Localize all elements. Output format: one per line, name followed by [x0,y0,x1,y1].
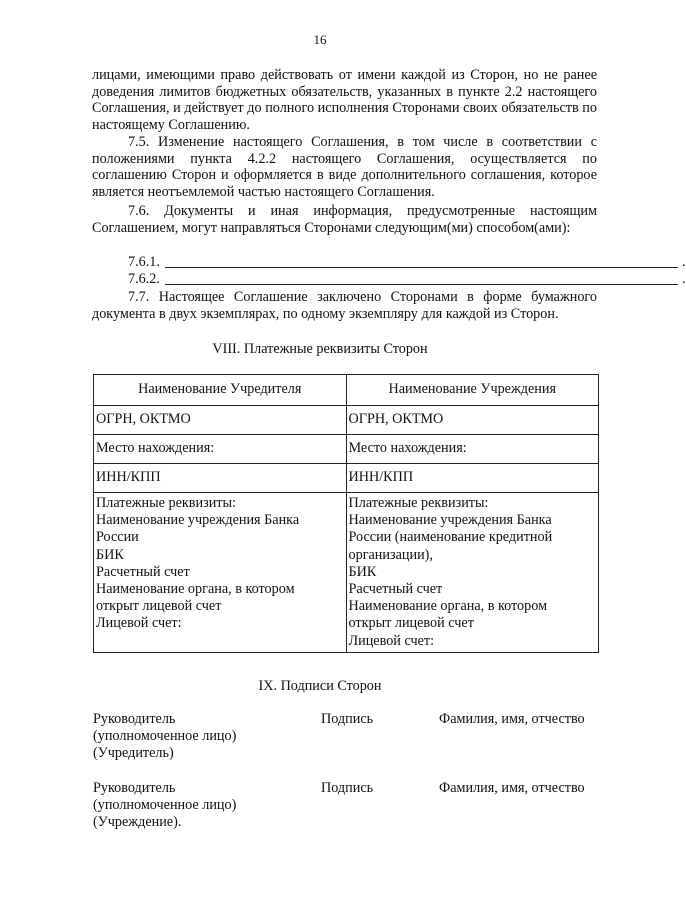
full-name-label: Фамилия, имя, отчество [439,711,585,727]
line-end-dot: . [682,254,686,270]
details-line: Платежные реквизиты: [348,495,489,511]
details-line: открыт лицевой счет [96,598,222,615]
paragraph-7-7: 7.7. Настоящее Соглашение заключено Сторонами в форме бумажного документа в двух экземплярах, по одному экземпляру для каждой из Сторон. [92,289,597,322]
page-number: 16 [313,32,327,47]
table-row [94,464,599,493]
signatory-description [93,780,313,831]
details-line: Наименование учреждения Банка [96,512,300,529]
blank-line [165,284,678,285]
signature-label: Подпись [321,780,374,796]
signature-block-founder [93,711,603,763]
signatory-line: (Учреждение). [93,814,182,830]
item-label-7-6-1: 7.6.1. [128,254,160,270]
item-label-7-6-2: 7.6.2. [128,271,160,287]
founder-details-cell [94,493,347,653]
table-row [94,435,599,464]
institution-place-cell: Место нахождения: [346,435,599,464]
details-line: БИК [96,546,124,563]
institution-name-cell: Наименование Учреждения [346,375,599,406]
details-line: России [96,529,139,546]
details-line: Расчетный счет [348,581,443,598]
blank-line [165,267,678,268]
paragraph-7-5: 7.5. Изменение настоящего Соглашения, в том числе в соответствии с положениями пункта 4.2.2 настоящего Соглашения, осуществляется по соглашению Сторон и оформляется в виде дополнительного соглашения, которое является неотъемлемой частью настоящего Соглашения. [92,134,597,200]
details-line: Лицевой счет: [348,632,435,649]
paragraph-7-6: 7.6. Документы и иная информация, предусмотренные настоящим Соглашением, могут направляться Сторонами следующим(ми) способом(ами): [92,203,597,236]
institution-inn-cell: ИНН/КПП [346,464,599,493]
details-line: России (наименование кредитной [348,529,553,546]
table-row [94,375,599,406]
signatory-line: (Учредитель) [93,745,174,761]
payment-details-table [93,374,599,653]
table-row [94,406,599,435]
details-line: открыт лицевой счет [348,615,474,632]
founder-inn-cell: ИНН/КПП [94,464,347,493]
details-line: Наименование органа, в котором [96,581,295,598]
founder-name-cell: Наименование Учредителя [94,375,347,406]
details-line: Лицевой счет: [96,615,182,632]
signatory-line: Руководитель [93,780,176,796]
details-line: Платежные реквизиты: [96,495,236,511]
paragraph-continuation: лицами, имеющими право действовать от имени каждой из Сторон, но не ранее доведения лимитов бюджетных обязательств, указанных в пункте 2.2 настоящего Соглашения, и действует до полного исполнения Сторонами своих обязательств по настоящему Соглашению. [92,67,597,133]
details-line: Расчетный счет [96,563,190,580]
institution-details-cell [346,493,599,653]
table-row [94,493,599,653]
line-end-dot: . [682,271,686,287]
founder-place-cell: Место нахождения: [94,435,347,464]
signatory-description [93,711,313,762]
details-line: БИК [348,563,377,580]
section-9-title: IX. Подписи Сторон [258,678,382,694]
full-name-label: Фамилия, имя, отчество [439,780,585,796]
signatory-line: (уполномоченное лицо) [93,728,237,744]
details-line: Наименование учреждения Банка [348,512,552,529]
details-line: организации), [348,546,433,563]
signature-label: Подпись [321,711,374,727]
section-8-title: VIII. Платежные реквизиты Сторон [212,341,428,357]
institution-ogrn-cell: ОГРН, ОКТМО [346,406,599,435]
signature-block-institution [93,780,603,832]
founder-ogrn-cell: ОГРН, ОКТМО [94,406,347,435]
signatory-line: (уполномоченное лицо) [93,797,237,813]
details-line: Наименование органа, в котором [348,598,548,615]
signatory-line: Руководитель [93,711,176,727]
